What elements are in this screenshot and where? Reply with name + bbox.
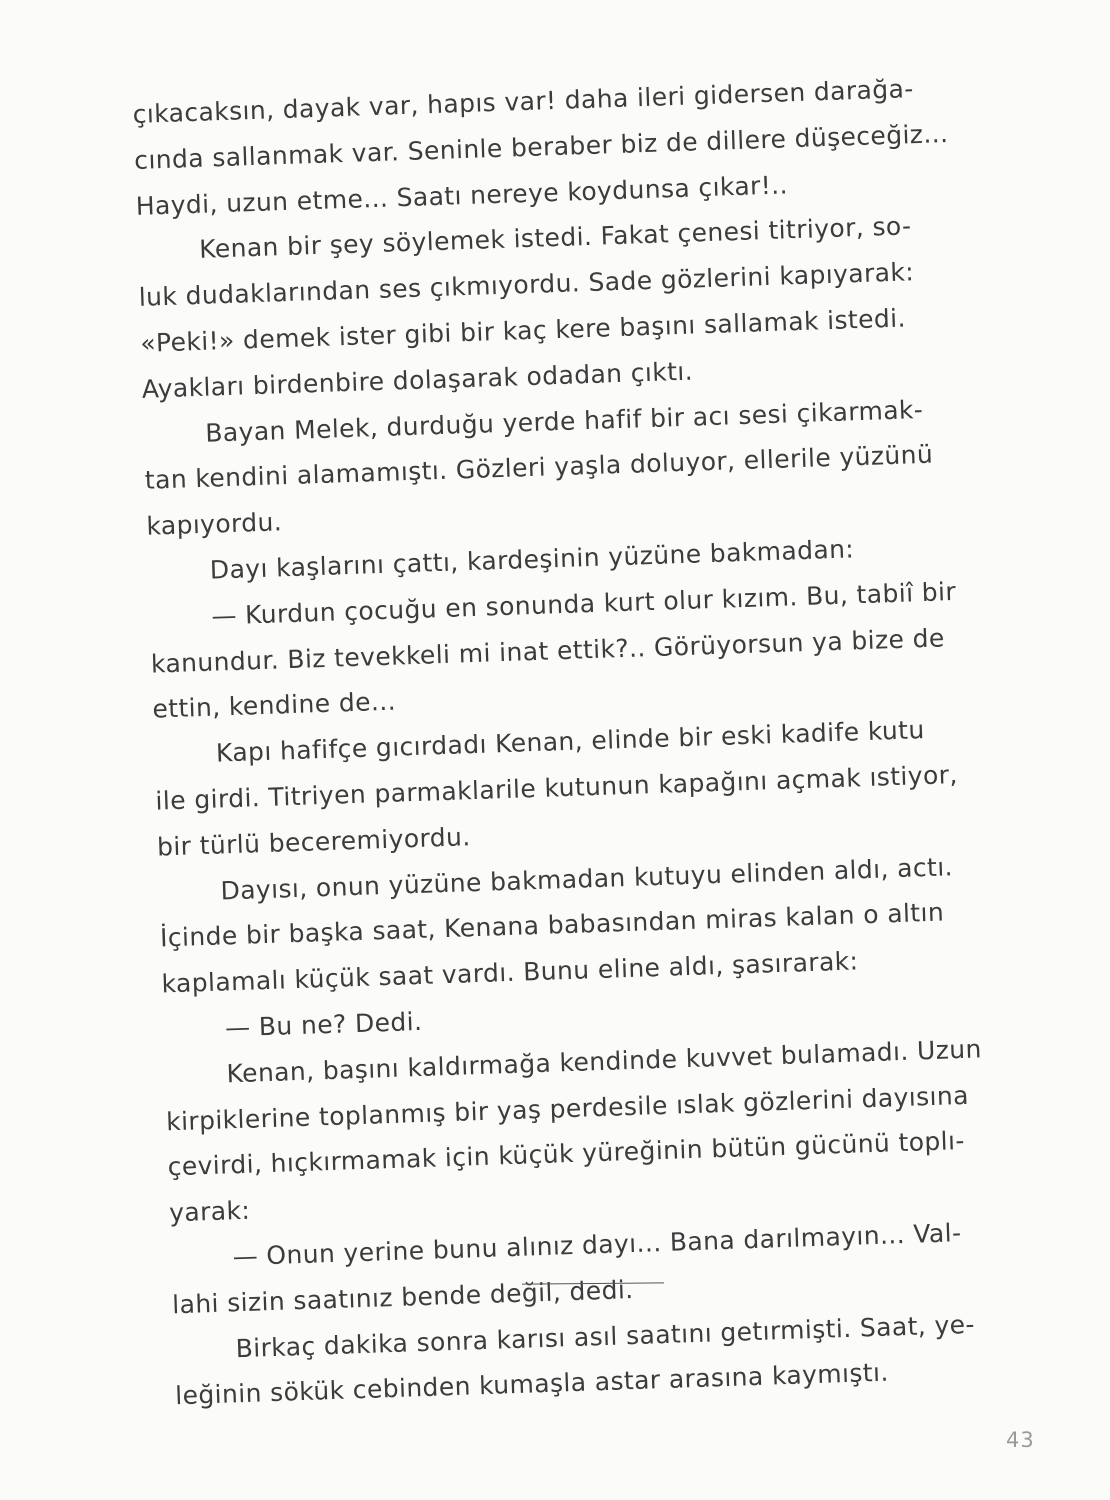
text-line: Birkaç dakika sonra karısı asıl saatını getırmişti. Saat, ye- xyxy=(235,1309,976,1363)
page-number: 43 xyxy=(1006,1428,1035,1452)
text-line: cında sallanmak var. Seninle beraber biz de dillere düşeceğiz... xyxy=(133,118,949,175)
story-text xyxy=(132,63,1056,1420)
text-line: — Bu ne? Dedi. xyxy=(224,1006,423,1043)
text-line: — Onun yerine bunu alınız dayı... Bana darılmayın... Val- xyxy=(232,1218,962,1272)
text-line: Dayısı, onun yüzüne bakmadan kutuyu elinden aldı, actı. xyxy=(220,851,954,906)
text-line: — Kurdun çocuğu en sonunda kurt olur kızım. Bu, tabiî bir xyxy=(210,576,957,631)
text-line: Kapı hafifçe gıcırdadı Kenan, elinde bir eski kadife kutu xyxy=(215,715,926,768)
text-line: Kenan, başını kaldırmağa kendinde kuvvet bulamadı. Uzun xyxy=(226,1034,983,1089)
text-line: Haydi, uzun etme... Saatı nereye koydunsa çıkar!.. xyxy=(135,169,789,221)
text-line: Ayakları birdenbire dolaşarak odadan çıktı. xyxy=(141,356,694,404)
text-line: Bayan Melek, durduğu yerde hafif bir acı sesi çikarmak- xyxy=(204,394,924,448)
text-line: yarak: xyxy=(168,1195,251,1228)
text-line: Kenan bir şey söylemek istedi. Fakat çenesi titriyor, so- xyxy=(198,211,912,265)
text-line: bir türlü beceremiyordu. xyxy=(156,821,472,862)
text-line: «Peki!» demek ister gibi bir kaç kere başını sallamak istedi. xyxy=(139,303,907,358)
text-line: tan kendini alamamıştı. Gözleri yaşla doluyor, ellerile yüzünü xyxy=(144,440,934,496)
text-line: leğinin sökük cebinden kumaşla astar arasına kaymıştı. xyxy=(174,1357,890,1411)
text-line: luk dudaklarından ses çıkmıyordu. Sade gözlerini kapıyarak: xyxy=(138,257,915,313)
text-line: ettin, kendine de... xyxy=(152,686,397,725)
text-line: ile girdi. Titriyen parmaklarile kutunun kapağını açmak ıstiyor, xyxy=(155,759,959,816)
text-line: çıkacaksın, dayak var, hapıs var! daha ileri gidersen darağa- xyxy=(132,74,915,129)
text-line: Dayı kaşlarını çattı, kardeşinin yüzüne bakmadan: xyxy=(209,534,855,585)
text-line: kirpiklerine toplanmış bir yaş perdesile ıslak gözlerini dayısına xyxy=(165,1080,970,1136)
text-line: kaplamalı küçük saat vardı. Bunu eline aldı, şasırarak: xyxy=(161,946,859,999)
text-line: lahi sizin saatınız bende değil, dedi. xyxy=(171,1274,634,1320)
text-line: çevirdi, hıçkırmamak için küçük yüreğinin bütün gücünü toplı- xyxy=(167,1126,966,1182)
text-line: kanundur. Biz tevekkeli mi inat ettik?.. Görüyorsun ya bize de xyxy=(150,622,946,679)
text-line: kapıyordu. xyxy=(145,507,283,541)
text-line: İçinde bir başka saat, Kenana babasından miras kalan o altın xyxy=(159,897,945,953)
